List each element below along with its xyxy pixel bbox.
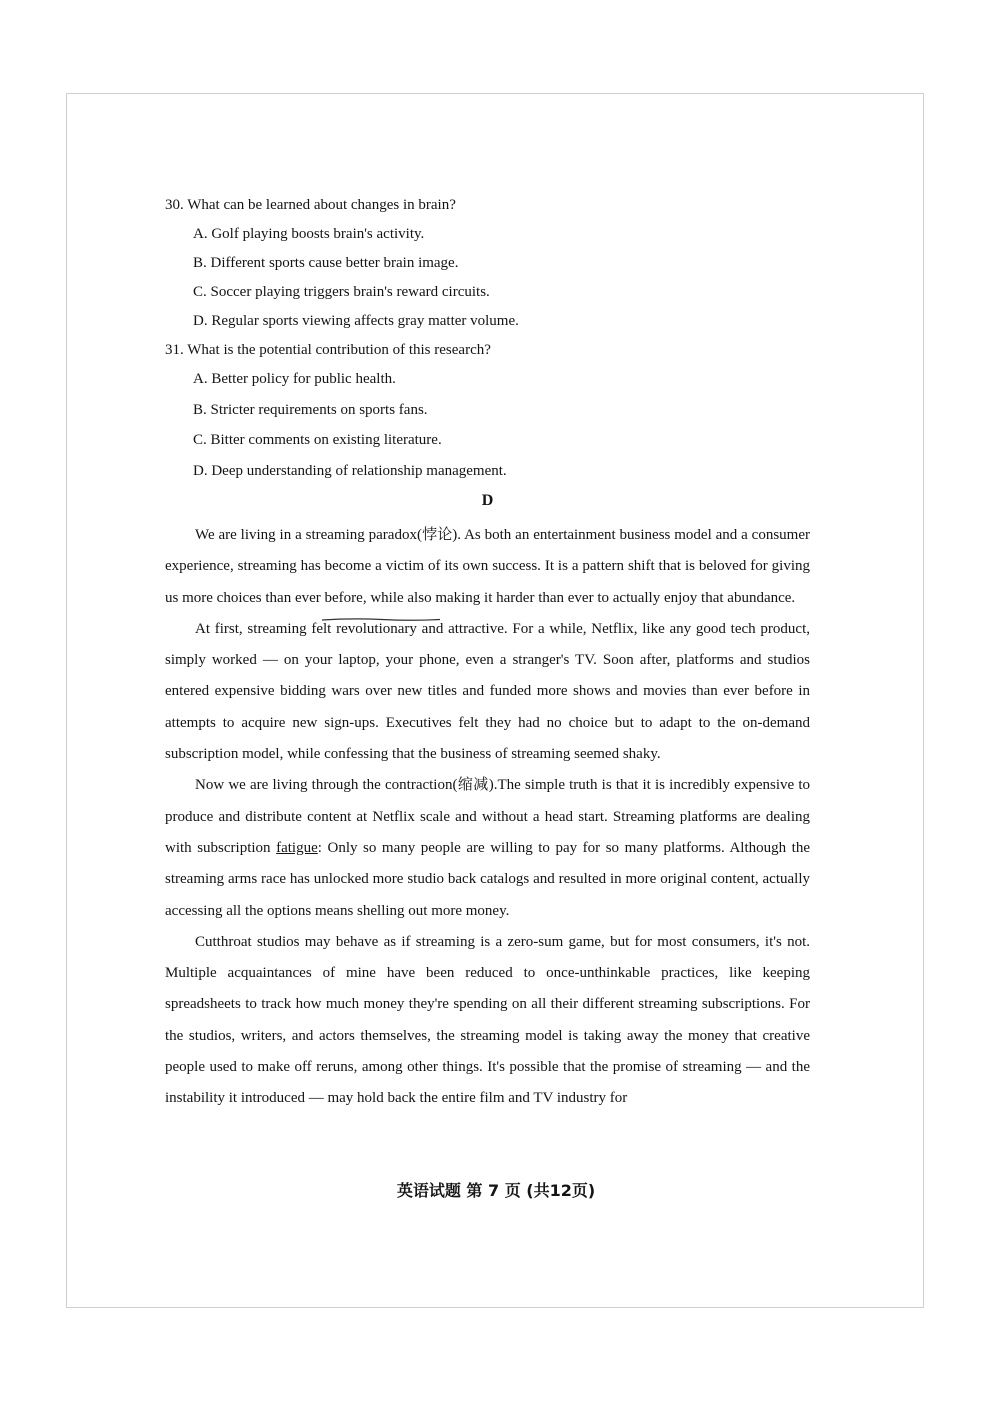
underlined-word: fatigue (276, 839, 318, 856)
option-b: B. Stricter requirements on sports fans. (193, 401, 428, 418)
question-stem: 30. What can be learned about changes in brain? (165, 197, 456, 213)
option-d: D. Regular sports viewing affects gray matter volume. (193, 313, 519, 329)
paragraph-text: Now we are living through the contraction(缩减).The simple truth is that it is incredibly expensive to produce and distribute content at Netflix scale and without a head start. Streaming platforms are dealing with subscription (165, 777, 810, 856)
option-c: C. Bitter comments on existing literature. (193, 432, 442, 448)
page-footer: 英语试题 第 7 页 (共12页) (396, 1181, 596, 1200)
option-b: B. Different sports cause better brain image. (193, 255, 459, 271)
option-a: A. Better policy for public health. (193, 371, 396, 387)
passage-paragraph-3 (165, 770, 810, 926)
passage-paragraph-4: Cutthroat studios may behave as if streaming is a zero-sum game, but for most consumers, it's not. Multiple acquaintances of mine have been reduced to once-unthinkable practices, like keeping spreadsheets to track how much money they're spending on all their different streaming subscriptions. For the studios, writers, and actors themselves, the streaming model is taking away the money that creative people used to make off reruns, among other things. It's possible that the promise of streaming — and the instability it introduced — may hold back the entire film and TV industry for (165, 933, 810, 1107)
paragraph-text: : Only so many people are willing to pay for so many platforms. Although the streaming arms race has unlocked more studio back catalogs and resulted in more original content, actually accessing all the options means shelling out more money. (165, 839, 810, 919)
option-a: A. Golf playing boosts brain's activity. (193, 226, 425, 242)
question-stem: 31. What is the potential contribution of this research? (165, 342, 491, 358)
question-31 (165, 339, 810, 490)
pen-stroke-mark (322, 618, 440, 621)
page-content (165, 194, 810, 1115)
option-c: C. Soccer playing triggers brain's reward circuits. (193, 284, 490, 300)
passage-paragraph-1: We are living in a streaming paradox(悖论). As both an entertainment business model and a consumer experience, streaming has become a victim of its own success. It is a pattern shift that is beloved for giving us more choices than ever before, while also making it harder than ever to actually enjoy that abundance. (165, 527, 810, 606)
section-heading: D (481, 492, 494, 509)
option-d: D. Deep understanding of relationship management. (193, 462, 507, 479)
passage-paragraph-2: At first, streaming felt revolutionary and attractive. For a while, Netflix, like any good tech product, simply worked — on your laptop, your phone, even a stranger's TV. Soon after, platforms and studios entered expensive bidding wars over new titles and funded more shows and movies than ever before in attempts to acquire new sign-ups. Executives felt they had no choice but to adapt to the on-demand subscription model, while confessing that the business of streaming seemed shaky. (165, 620, 810, 763)
question-30 (165, 194, 810, 339)
